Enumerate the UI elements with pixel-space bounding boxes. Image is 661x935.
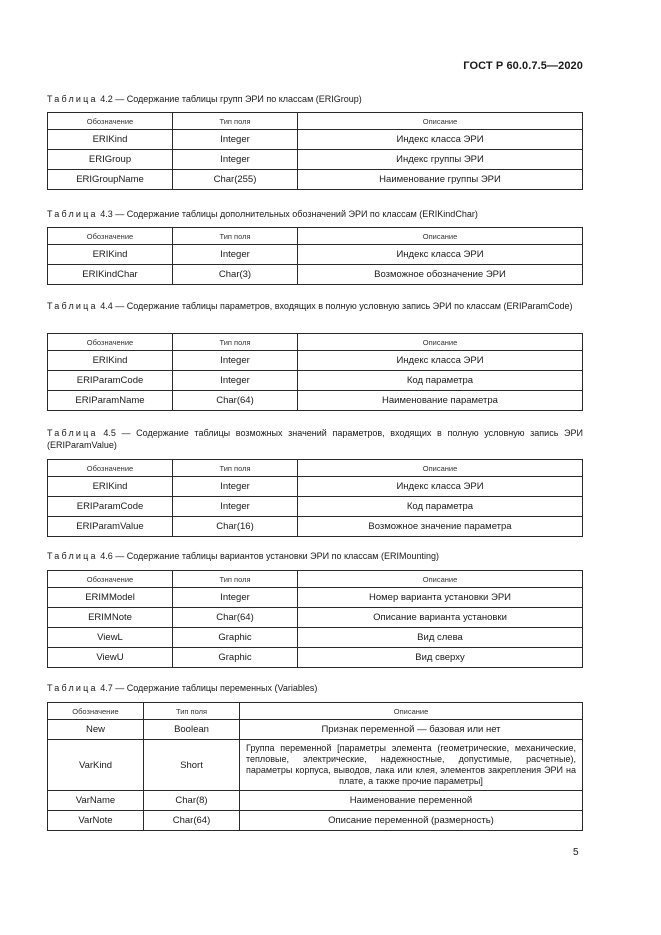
table-caption-text: 4.2 — Содержание таблицы групп ЭРИ по классам (ERIGroup) [100, 94, 362, 104]
column-header: Обозначение [48, 113, 173, 130]
column-header: Обозначение [48, 703, 144, 720]
table-eri-mounting [47, 570, 583, 668]
table-eri-param-value [47, 459, 583, 537]
table-cell: Char(16) [173, 517, 298, 537]
table-row [48, 245, 583, 265]
table-cell: Код параметра [298, 497, 583, 517]
table-cell: Индекс группы ЭРИ [298, 150, 583, 170]
column-header: Описание [240, 703, 583, 720]
table-cell: Char(64) [144, 811, 240, 831]
table-label: Таблица [47, 301, 98, 311]
table-cell: VarNote [48, 811, 144, 831]
table-cell: Integer [173, 351, 298, 371]
table-caption [47, 208, 583, 220]
column-header: Описание [298, 460, 583, 477]
table-row [48, 608, 583, 628]
document-id: ГОСТ Р 60.0.7.5—2020 [463, 60, 583, 72]
table-cell: Boolean [144, 720, 240, 740]
table-cell: Наименование параметра [298, 391, 583, 411]
table-eri-group [47, 112, 583, 190]
table-header-row [48, 703, 583, 720]
table-cell: ERIGroup [48, 150, 173, 170]
table-cell: Integer [173, 150, 298, 170]
column-header: Тип поля [173, 571, 298, 588]
table-cell: ERIParamCode [48, 371, 173, 391]
table-label: Таблица [47, 551, 98, 561]
table-cell: ERIKind [48, 477, 173, 497]
table-cell: Graphic [173, 628, 298, 648]
table-cell: Char(64) [173, 608, 298, 628]
table-cell: Integer [173, 588, 298, 608]
table-row [48, 371, 583, 391]
column-header: Обозначение [48, 334, 173, 351]
table-caption-text: 4.5 — Содержание таблицы возможных значений параметров, входящих в полную условную запись ЭРИ (ERIParamValue) [47, 428, 583, 450]
table-cell: New [48, 720, 144, 740]
table-cell: Char(8) [144, 791, 240, 811]
table-row [48, 628, 583, 648]
table-row [48, 588, 583, 608]
table-cell: ERIKind [48, 245, 173, 265]
table-cell: Integer [173, 477, 298, 497]
table-label: Таблица [47, 428, 98, 438]
table-cell: ERIKindChar [48, 265, 173, 285]
table-cell: Integer [173, 497, 298, 517]
column-header: Тип поля [173, 228, 298, 245]
table-cell: ERIParamCode [48, 497, 173, 517]
table-cell: ERIMNote [48, 608, 173, 628]
table-cell: Char(255) [173, 170, 298, 190]
table-caption [47, 550, 583, 562]
column-header: Обозначение [48, 571, 173, 588]
table-cell: Индекс класса ЭРИ [298, 130, 583, 150]
table-header-row [48, 334, 583, 351]
table-row [48, 265, 583, 285]
table-cell: ViewL [48, 628, 173, 648]
table-row [48, 517, 583, 537]
table-cell: VarKind [48, 740, 144, 791]
table-cell: Graphic [173, 648, 298, 668]
table-cell: Группа переменной [параметры элемента (геометрические, механические, тепловые, электрические, надежностные, допустимые, расчетные), параметры корпуса, выводов, лака или клея, элементов закрепления ЭРИ на плате, а также прочие параметры] [240, 740, 583, 791]
table-caption-text: 4.7 — Содержание таблицы переменных (Variables) [100, 683, 318, 693]
column-header: Тип поля [173, 113, 298, 130]
table-variables [47, 702, 583, 831]
table-cell: Наименование переменной [240, 791, 583, 811]
column-header: Описание [298, 571, 583, 588]
table-cell: Integer [173, 130, 298, 150]
table-eri-param-code [47, 333, 583, 411]
table-cell: Char(3) [173, 265, 298, 285]
table-cell: ViewU [48, 648, 173, 668]
table-row [48, 720, 583, 740]
table-cell: Описание переменной (размерность) [240, 811, 583, 831]
table-row [48, 811, 583, 831]
page-number: 5 [573, 847, 579, 858]
table-row [48, 477, 583, 497]
table-cell: ERIGroupName [48, 170, 173, 190]
table-cell: Индекс класса ЭРИ [298, 245, 583, 265]
table-caption [47, 93, 583, 105]
column-header: Тип поля [173, 460, 298, 477]
table-row [48, 648, 583, 668]
table-cell: Признак переменной — базовая или нет [240, 720, 583, 740]
table-header-row [48, 228, 583, 245]
table-cell: ERIParamName [48, 391, 173, 411]
table-header-row [48, 460, 583, 477]
column-header: Обозначение [48, 460, 173, 477]
column-header: Описание [298, 113, 583, 130]
table-caption-text: 4.6 — Содержание таблицы вариантов установки ЭРИ по классам (ERIMounting) [100, 551, 439, 561]
column-header: Тип поля [144, 703, 240, 720]
table-cell: Integer [173, 371, 298, 391]
table-row [48, 391, 583, 411]
table-row [48, 170, 583, 190]
table-cell: Возможное обозначение ЭРИ [298, 265, 583, 285]
table-row [48, 150, 583, 170]
table-cell: ERIKind [48, 351, 173, 371]
table-row [48, 740, 583, 791]
table-cell: VarName [48, 791, 144, 811]
table-cell: Описание варианта установки [298, 608, 583, 628]
table-cell: Вид сверху [298, 648, 583, 668]
table-eri-kind-char [47, 227, 583, 285]
table-row [48, 351, 583, 371]
table-cell: Наименование группы ЭРИ [298, 170, 583, 190]
table-cell: ERIKind [48, 130, 173, 150]
table-caption-text: 4.4 — Содержание таблицы параметров, входящих в полную условную запись ЭРИ по классам (ERIParamCode) [100, 301, 573, 311]
table-cell: Integer [173, 245, 298, 265]
table-row [48, 791, 583, 811]
table-cell: Возможное значение параметра [298, 517, 583, 537]
column-header: Тип поля [173, 334, 298, 351]
table-caption [47, 427, 583, 451]
column-header: Описание [298, 334, 583, 351]
table-label: Таблица [47, 209, 98, 219]
table-caption [47, 300, 583, 312]
table-header-row [48, 571, 583, 588]
table-cell: ERIMModel [48, 588, 173, 608]
table-cell: Char(64) [173, 391, 298, 411]
table-cell: ERIParamValue [48, 517, 173, 537]
table-cell: Индекс класса ЭРИ [298, 351, 583, 371]
table-header-row [48, 113, 583, 130]
table-cell: Short [144, 740, 240, 791]
column-header: Обозначение [48, 228, 173, 245]
table-label: Таблица [47, 94, 98, 104]
table-cell: Номер варианта установки ЭРИ [298, 588, 583, 608]
table-cell: Код параметра [298, 371, 583, 391]
column-header: Описание [298, 228, 583, 245]
table-row [48, 497, 583, 517]
table-row [48, 130, 583, 150]
table-cell: Вид слева [298, 628, 583, 648]
table-label: Таблица [47, 683, 98, 693]
table-caption [47, 682, 583, 694]
table-cell: Индекс класса ЭРИ [298, 477, 583, 497]
table-caption-text: 4.3 — Содержание таблицы дополнительных обозначений ЭРИ по классам (ERIKindChar) [100, 209, 478, 219]
